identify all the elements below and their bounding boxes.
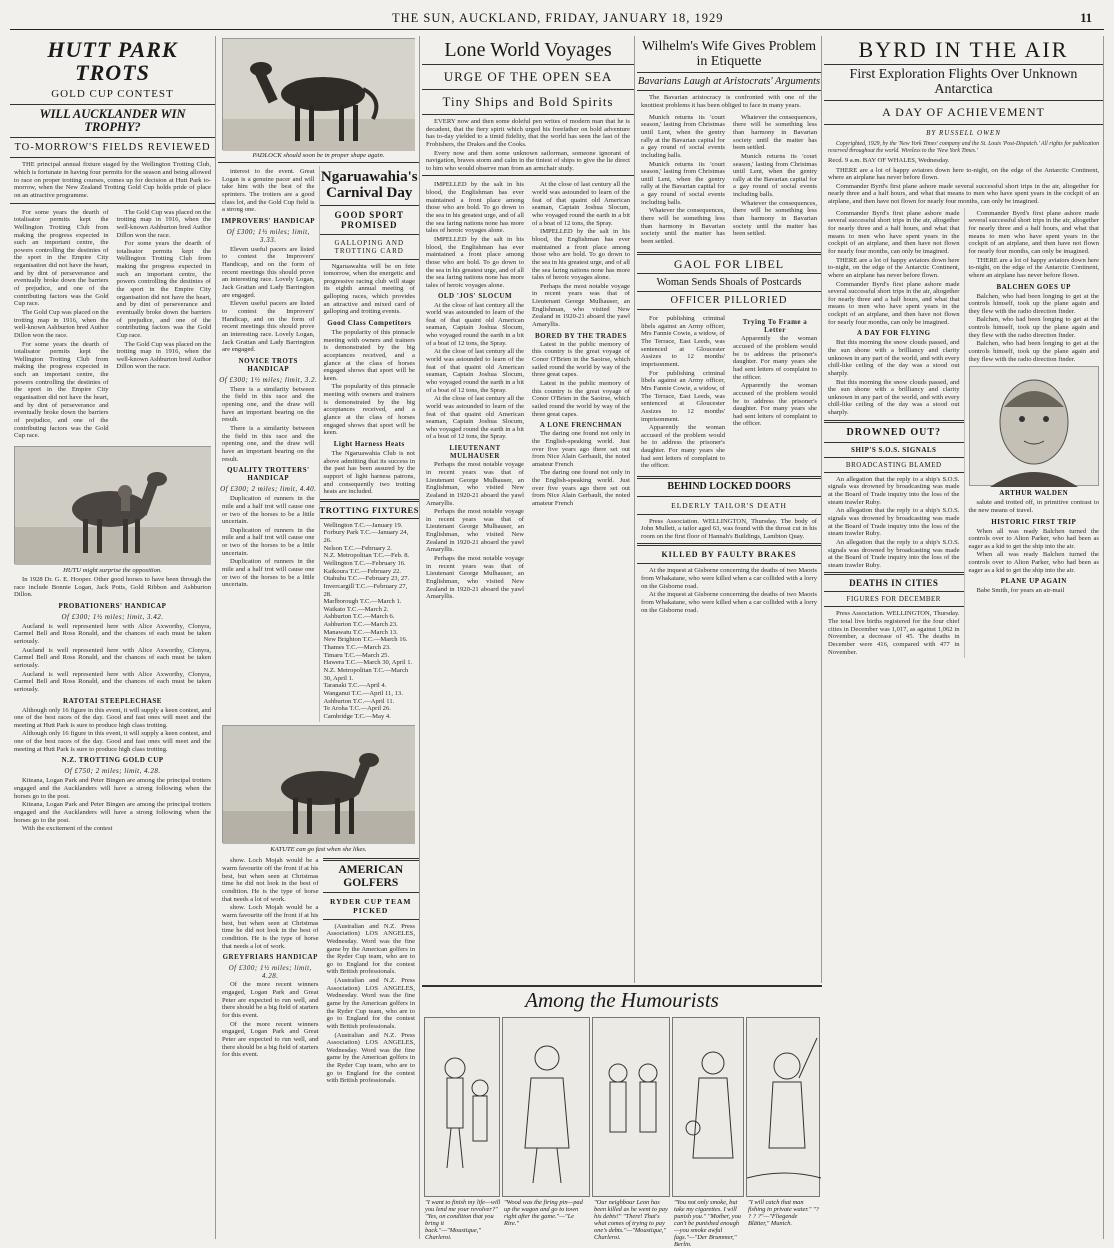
paragraph: THERE are a lot of happy aviators down here to-night, on the edge of the Antarctic Continent, where an airplane has never before flown. xyxy=(828,256,960,279)
portrait-arthur-walden xyxy=(969,366,1100,486)
paragraph: show. Loch Mojah would be a warm favourite off the front if at his best, but when seen at Christmas time he did not look in the best of condition. He is the type of horse that needs a lot of work. xyxy=(222,904,319,950)
deck-fields-reviewed: TO-MORROW'S FIELDS REVIEWED xyxy=(14,142,211,154)
deck-tailor: ELDERLY TAILOR'S DEATH xyxy=(671,500,787,510)
fixture-item: Wellington T.C.—January 19. xyxy=(323,521,403,529)
subheading: A LONE FRENCHMAN xyxy=(539,421,623,430)
deck-achievement: A DAY OF ACHIEVEMENT xyxy=(882,105,1045,120)
paragraph: Perhaps the most notable voyage in recent years was that of Lieutenant George Mulhauser, an Englishman, who visited New Zealand in 1920-21 aboard the yawl Amaryllis. xyxy=(426,508,524,554)
photo-caption: HUTU might surprise the opposition. xyxy=(63,566,162,574)
article-body xyxy=(969,499,1100,514)
article-body xyxy=(969,587,1100,595)
paragraph: At the close of last century all the world was astounded to learn of the feat of that quaint old American seaman, Captain Joshua Slocum, who voyaged round the earth in a bit of a boat of 12 tons, the Spray. xyxy=(426,301,524,347)
article-body xyxy=(641,315,725,471)
photo-horse-katute xyxy=(222,725,415,843)
article-body xyxy=(828,610,960,656)
box-deck: SHIP'S S.O.S. SIGNALS xyxy=(851,445,937,454)
article-body xyxy=(641,518,817,541)
subheading: Trying To Frame a Letter xyxy=(742,318,808,335)
fixture-item: Invercargill T.C.—February 27, 28. xyxy=(323,582,408,598)
paragraph: The popularity of this pinnacle meeting with owners and trainers is demonstrated by the big acceptances received, and a glance at the class of horses engaged shows that sport will be keen. xyxy=(323,383,415,437)
portrait-caption: ARTHUR WALDEN xyxy=(999,489,1069,498)
headline-hutt-park: HUTT PARK TROTS xyxy=(47,37,178,86)
subheading: HISTORIC FIRST TRIP xyxy=(991,517,1077,526)
fixture-item: N.Z. Metropolitan T.C.—Feb. 8. xyxy=(323,552,410,560)
fixture-item: Ashburton T.C.—March 6. xyxy=(323,613,395,621)
paragraph: Duplication of runners in the mile and a half trot will cause one or two of the horses to be a little uncertain. xyxy=(222,558,315,589)
cartoon-caption: "Wood was the firing pin—pad up the wagon and go to town right after the game."—"Le Rire." xyxy=(504,1199,583,1228)
cartoon-caption: "I will catch that man fishing in private water." "? ? ? ?"—"Fliegende Blätter," Munich. xyxy=(748,1199,819,1228)
fixture-item: Taranaki T.C.—April 4. xyxy=(323,682,387,690)
paragraph: salute and trotted off, in primitive contrast to the new means of travel. xyxy=(968,499,1099,514)
handicap-subtitle: Of £300; 1½ miles; limit, 4.28. xyxy=(228,964,312,981)
paragraph: EVERY now and then some doleful pen writes of modern man that he is decadent, that the fiery spirit which urged his forefather on bold adventure has to-day yielded to a timid fidelity, that the world has seen the last of the Frobishers, the Drakes and the Cooks. xyxy=(426,118,630,148)
headline-american-golfers: AMERICAN GOLFERS xyxy=(338,864,404,889)
paragraph: But this morning the snow clouds passed, and the sun shone with a brilliancy and clarity unknown in any part of the world, and with every chill-like ceiling of the day was a stood out sharply. xyxy=(828,339,960,377)
photo-horse-padlock xyxy=(222,38,415,150)
cartoon-firing-pin xyxy=(502,1017,590,1197)
article-body xyxy=(222,857,319,1085)
paragraph: An allegation that the reply to a ship's S.O.S. signals was drowned by broadcasting was made at the Board of Trade inquiry into the loss of the steam trawler Ruby. xyxy=(828,538,960,569)
fixture-item: Ashburton T.C.—March 23. xyxy=(323,621,398,629)
column-hutt-park-cont xyxy=(218,36,420,1239)
paragraph: Munich returns its 'court season,' lasting from Christmas until Lent, when the gentry rally at the Bavarian capital for a gay round of social events including balls. xyxy=(641,160,725,206)
cartoon-caption: "I want to finish my life—will you lend me your revolver?" "Yes, on condition that you bring it back."—"Moustique," Charleroi. xyxy=(425,1199,501,1242)
handicap-subtitle: Of £300; 1½ miles; limit, 3.33. xyxy=(226,227,310,244)
paragraph: Apparently the woman accused of the problem would be to address the prisoner's daughter. For many years she had sent letters of complaint to the officer. xyxy=(641,424,725,470)
deck-auckland-trophy: WILL AUCKLANDER WIN TROPHY? xyxy=(39,107,186,135)
handicap-subtitle: Of £300; 1½ miles; limit, 3.2. xyxy=(219,375,318,384)
headline-gaol-libel: GAOL FOR LIBEL xyxy=(673,256,785,271)
article-body xyxy=(222,246,315,354)
article-body xyxy=(324,329,416,437)
article-body xyxy=(641,567,817,614)
paragraph: THERE are a lot of happy aviators down here to-night, on the edge of the Antarctic Continent, where an airplane has never before flown. xyxy=(828,166,1099,182)
handicap-title: NOVICE TROTS HANDICAP xyxy=(238,356,298,373)
paragraph: An allegation that the reply to a ship's S.O.S. signals was drowned by broadcasting was made at the Board of Trade inquiry into the loss of the steam trawler Ruby. xyxy=(828,507,960,538)
article-body xyxy=(733,315,817,471)
handicap-title: QUALITY TROTTERS' HANDICAP xyxy=(226,466,310,483)
article-body xyxy=(828,167,1099,206)
subheading: Good Class Competitors xyxy=(327,318,412,327)
deck-good-sport: GOOD SPORT PROMISED xyxy=(334,209,404,230)
paragraph: Of the more recent winners engaged, Logan Park and Great Peter are expected to run well, and there should be a big field of starters for this event. xyxy=(222,1020,319,1059)
fixtures-title: TROTTING FIXTURES xyxy=(319,504,419,515)
paragraph: For publishing criminal libels against an Army officer, Mrs Fannie Cowie, a widow, of The Terrace, East Leeds, was sentenced at Gloucester Assizes to 12 months' imprisonment. xyxy=(641,369,725,423)
fixture-item: Otahuhu T.C.—February 23, 27. xyxy=(323,575,410,583)
deck-open-sea: URGE OF THE OPEN SEA xyxy=(443,69,613,84)
paragraph: The Gold Cup was placed on the trotting map in 1916, when the well-known Ashburton bred Author Dillon won the race. xyxy=(14,308,109,339)
subheading: LIEUTENANT MULHAUSER xyxy=(449,444,501,461)
article-body xyxy=(117,209,212,441)
paragraph: Munich returns its 'court season,' lasting from Christmas until Lent, when the gentry rally at the Bavarian capital for a gay round of social events including balls. xyxy=(641,113,725,159)
handicap-subtitle: Of £750; 2 miles; limit, 4.28. xyxy=(64,767,161,776)
deck-card: GALLOPING AND TROTTING CARD xyxy=(334,238,405,255)
paragraph: (Australian and N.Z. Press Association) LOS ANGELES, Wednesday. Word was the fine game by the American golfers in the Ryder Cup team, who are to go to England for the contest with British professionals. xyxy=(326,977,415,1030)
article-body xyxy=(14,209,109,441)
article-body xyxy=(733,114,817,247)
paragraph: interest to the event. Great Logan is a genuine pacer and will take him with the best of the sprinters. The trotters are a good class lot, and the Gold Cup field is a strong one. xyxy=(222,168,315,214)
fixture-item: Ashburton T.C.—April 11. xyxy=(323,697,395,705)
column-lone-voyages xyxy=(422,36,635,983)
fixture-item: Te Aroha T.C.—April 26. xyxy=(323,705,391,713)
paragraph: Aucland is well represented here with Alice Axworthy, Clonyra, Carmel Bell and Ross Ronald, and the chances of each must be taken seriously. xyxy=(14,670,211,693)
article-body xyxy=(14,707,211,754)
copyright-note xyxy=(828,141,1099,154)
fixture-item: Marlborough T.C.—March 1. xyxy=(323,598,402,606)
article-body xyxy=(222,386,315,463)
fixtures-list xyxy=(324,522,416,721)
handicap-subtitle: Of £300; 2 miles; limit, 4.40. xyxy=(220,485,317,494)
column-wilhelm xyxy=(637,36,822,983)
article-body xyxy=(426,181,524,601)
paragraph: THE principal annual fixture staged by the Wellington Trotting Club, which is fortunate in having four permits for the season and being allowed to race on proper trotting courses, comes up for decision at Hutt Park to-morrow, when the New Zealand Trotting Gold Cup holds pride of place on an attractive programme. xyxy=(14,161,211,199)
paragraph: When all was ready Balchen turned the controls over to Alton Parker, who had been as eager as a kid to get the ship into the air. xyxy=(968,527,1099,550)
headline-faulty-brakes: KILLED BY FAULTY BRAKES xyxy=(661,550,797,560)
photo-horse-hutu xyxy=(14,446,211,564)
cartoon-caption: "You not only smoke, but take my cigarettes. I will punish you." "Mother, you can't be punished enough—you smoke awful fags."—"Der Brummer," Berlin. xyxy=(674,1199,741,1248)
fixture-item: Cambridge T.C.—May 4. xyxy=(323,712,391,720)
deck-exploration: First Exploration Flights Over Unknown Antarctica xyxy=(849,67,1078,97)
fixture-item: Waikato T.C.—March 2. xyxy=(323,605,389,613)
fixture-item: Hawera T.C.—March 30, April 1. xyxy=(323,659,413,667)
deck-tiny-ships: Tiny Ships and Bold Spirits xyxy=(442,94,614,109)
subheading: OLD 'JOS' SLOCUM xyxy=(437,292,513,301)
paragraph: Latest in the public memory of this country is the great voyage of Conor O'Brien in the Saoirse, which sailed round the world by way of the three great capes. xyxy=(532,379,630,418)
paragraph: Aucland is well represented here with Alice Axworthy, Clonyra, Carmel Bell and Ross Ronald, and the chances of each must be taken seriously. xyxy=(14,646,211,669)
paragraph: For some years the dearth of totalisator permits kept the Wellington Trotting Club from making the progress expected in such an important centre, the powers controlling the destinies of the sport in the Empire City organisation did not have the heart, and by dint of perseverance and eventually broke down the barriers of prejudice, and one of the contributing factors was the Gold Cup race. xyxy=(14,208,109,308)
deck-gold-cup: GOLD CUP CONTEST xyxy=(51,88,174,101)
paragraph: Whatever the consequences, there will be something less than harmony in Bavarian society until the matter has been settled. xyxy=(641,207,725,245)
deck-postcards: Woman Sends Shoals of Postcards xyxy=(656,277,802,289)
handicap-title: PROBATIONERS' HANDICAP xyxy=(58,601,167,610)
paragraph: Apparently the woman accused of the problem would be to address the prisoner's daughter. For many years she had sent letters of complaint to the officer. xyxy=(733,382,817,428)
humourists-title: Among the Humourists xyxy=(525,988,719,1012)
paragraph: Duplication of runners in the mile and a half trot will cause one or two of the horses to be a little uncertain. xyxy=(222,526,315,557)
paragraph: Perhaps the most notable voyage in recent years was that of Lieutenant George Mulhauser, an Englishman, who visited New Zealand in 1920-21 aboard the yawl Amaryllis. xyxy=(532,282,630,329)
subheading: BORED BY THE TRADES xyxy=(534,331,628,340)
column-hutt-park xyxy=(10,36,216,1239)
paragraph: Eleven useful pacers are listed to contest the Improvers' Handicap, and on the form of recent meetings this should prove an interesting race. Lovely Logan, Jack Grattan and Lady Barrington are engaged. xyxy=(222,245,315,299)
paragraph: In 1928 Dr. G. E. Hooper. Other good horses to have been through the race include Bonnie Logan, Jack Potts, Gold Ribbon and Ashburton Dillon. xyxy=(14,575,211,599)
paragraph: Copyrighted, 1929, by the 'New York Times' company and the St. Louis 'Post-Dispatch.' All rights for publication reserved throughout the world. Wireless to the 'New York Times.' xyxy=(828,141,1099,155)
handicap-title: IMPROVERS' HANDICAP xyxy=(221,216,316,225)
paragraph: Balchen, who had been longing to get at the controls himself, took up the plane again and they flew with the radio direction finder. xyxy=(968,292,1099,315)
paragraph: The Bavarian aristocracy is confronted with one of the knottiest problems it has been obliged to face in many years. xyxy=(641,94,817,110)
fixture-item: N.Z. Metropolitan T.C.—March 30, April 1. xyxy=(323,666,409,682)
paragraph: Whatever the consequences, there will be something less than harmony in Bavarian society until the matter has been settled. xyxy=(733,113,817,152)
cartoon-caption: "Our neighbour Leon has been killed as he went to pay his debts!" "There! That's what comes of trying to pay one's debts."—"Moustique," Charleroi. xyxy=(594,1199,668,1242)
paragraph: At the inquest at Gisborne concerning the deaths of two Maoris from Whakatane, who were killed when a car collided with a lorry on the Gisborne road. xyxy=(641,591,817,614)
fixture-item: Wanganui T.C.—April 11, 13. xyxy=(323,689,403,697)
paragraph: The daring one found not only in the English-speaking world. Just over five years ago there set out from Nice Alain Gerbault, the noted amateur French xyxy=(532,430,630,468)
article-body xyxy=(222,168,315,214)
paragraph: For publishing criminal libels against an Army officer, Mrs Fannie Cowie, a widow, of The Terrace, East Leeds, was sentenced at Gloucester Assizes to 12 months' imprisonment. xyxy=(641,315,725,369)
article-body xyxy=(324,450,416,496)
article-body xyxy=(969,528,1100,575)
paragraph: Duplication of runners in the mile and a half trot will cause one or two of the horses to be a little uncertain. xyxy=(222,495,315,526)
paragraph: The popularity of this pinnacle meeting with owners and trainers is demonstrated by the big acceptances received, and a glance at the class of horses engaged shows that sport will be keen. xyxy=(323,328,415,382)
paragraph: Balchen, who had been longing to get at the controls himself, took up the plane again and they flew with the radio direction finder. xyxy=(968,340,1099,363)
paragraph: THERE are a lot of happy aviators down here to-night, on the edge of the Antarctic Continent, where an airplane has never before flown. xyxy=(968,256,1099,279)
paragraph: Although only 16 figure in this event, it will supply a keen contest, and one of the best races of the day. Good and fast ones will meet and the meeting at Hutt Park is sure to produce high class trotting. xyxy=(14,730,211,753)
handicap-title: RATOTAI STEEPLECHASE xyxy=(63,696,162,705)
handicap-subtitle: Of £300; 1½ miles; limit, 3.42. xyxy=(61,612,164,621)
paragraph: Aucland is well represented here with Alice Axworthy, Clonyra, Carmel Bell and Ross Ronald, and the chances of each must be taken seriously. xyxy=(14,622,211,646)
paragraph: At the close of last century all the world was astounded to learn of the feat of that quaint old American seaman, Captain Joshua Slocum, who voyaged round the earth in a bit of a boat of 12 tons, the Spray. xyxy=(426,395,524,441)
paragraph: Whatever the consequences, there will be something less than harmony in Bavarian society until the matter has been settled. xyxy=(733,199,817,238)
cartoon-revolver xyxy=(424,1017,500,1197)
article-body xyxy=(969,293,1100,364)
photo-caption: KATUTE can go fast when she likes. xyxy=(270,846,367,854)
dateline: Recd. 9 a.m. BAY OF WHALES, Wednesday. xyxy=(828,156,950,164)
subheading: BALCHEN GOES UP xyxy=(996,282,1071,291)
article-body xyxy=(222,495,315,589)
paragraph: When all was ready Balchen turned the controls over to Alton Parker, who had been as eager as a kid to get the ship into the air. xyxy=(968,551,1099,574)
paragraph: The Gold Cup was placed on the trotting map in 1916, when the well-known Ashburton bred Author Dillon won the race. xyxy=(116,340,211,371)
cartoon-fishing xyxy=(746,1017,820,1197)
paragraph: Commander Byrd's first plane ashore made several successful short trips in the air, altogether for nearly three and a half hours, and what that means to men who have spent years in the cockpit of an airplane, and then have not flown for nearly four months, can only be imagined. xyxy=(828,209,960,255)
fixture-item: Nelson T.C.—February 2. xyxy=(323,544,392,552)
cartoon-cigarettes xyxy=(672,1017,744,1197)
headline-byrd: BYRD IN THE AIR xyxy=(858,37,1069,62)
paragraph: There is a similarity between the field in this race and the opening one, and the draw will have an important bearing on the result. xyxy=(222,385,315,424)
paragraph: Commander Byrd's first plane ashore made several successful short trips in the air, altogether for nearly three and a half hours, and what that means to men who have spent years in the cockpit of an airplane, and then have not flown for nearly four months, can only be imagined. xyxy=(968,209,1099,255)
paragraph: Although only 16 figure in this event, it will supply a keen contest, and one of the best races of the day. Good and fast ones will meet and the meeting at Hutt Park is sure to produce high class trotting. xyxy=(14,706,211,729)
paragraph: IMPELLED by the salt in his blood, the Englishman has ever maintained a front place among those who are bold. To go down to the sea in his greatest urge, and of all the sea faring nations none has more tales of heroic voyages alone. xyxy=(426,235,524,289)
article-body xyxy=(426,118,630,172)
paragraph: (Australian and N.Z. Press Association) LOS ANGELES, Wednesday. Word was the fine game by the American golfers in the Ryder Cup team, who are to go to England for the contest with British professionals. xyxy=(326,1031,415,1085)
paragraph: With the excitement of the contest xyxy=(22,825,113,833)
paragraph: IMPELLED by the salt in his blood, the Englishman has ever maintained a front place among those who are bold. To go down to the sea in his greatest urge, and of all the sea faring nations none has more tales of heroic voyages alone. xyxy=(426,181,524,235)
subheading: PLANE UP AGAIN xyxy=(1000,577,1067,586)
paragraph: Press Association. WELLINGTON, Thursday. The total live births registered for the four chief cities in December was 1,017, as against 1,062 in November, a decrease of 45. The deaths in December were 416, compared with 477 in November. xyxy=(828,610,960,656)
paragraph: The Gold Cup was placed on the trotting map in 1916, when the well-known Ashburton bred Author Dillon won the race. xyxy=(116,208,211,239)
byline: BY RUSSELL OWEN xyxy=(926,129,1001,138)
fixture-item: Timaru T.C.—March 25. xyxy=(323,651,390,659)
paragraph: Munich returns its 'court season,' lasting from Christmas until Lent, when the gentry rally at the Bavarian capital for a gay round of social events including balls. xyxy=(733,152,817,199)
article-body xyxy=(14,576,211,599)
paragraph: There is a similarity between the field in this race and the opening one, and the draw will have an important bearing on the result. xyxy=(222,425,315,463)
paragraph: Kiteana, Logan Park and Peter Bingen are among the principal trotters engaged and the Aucklanders will have a strong following when the horses go to the post. xyxy=(14,777,211,800)
paragraph: An allegation that the reply to a ship's S.O.S. signals was drowned by broadcasting was made at the Board of Trade inquiry into the loss of the steam trawler Ruby. xyxy=(828,475,960,506)
masthead xyxy=(10,8,1104,30)
paragraph: Eleven useful pacers are listed to contest the Improvers' Handicap, and on the form of recent meetings this should prove an interesting race. Lovely Logan, Jack Grattan and Lady Barrington are engaged. xyxy=(222,300,315,354)
headline-locked-doors: BEHIND LOCKED DOORS xyxy=(667,481,791,492)
article-body xyxy=(14,161,211,199)
deaths-deck: FIGURES FOR DECEMBER xyxy=(846,595,941,604)
paragraph: Babe Smith, for years an air-mail xyxy=(976,587,1065,595)
headline-ngaruawahia: Ngaruawahia's Carnival Day xyxy=(320,169,418,201)
article-body xyxy=(324,263,416,316)
paragraph: Balchen, who had been longing to get at the controls himself, took up the plane again and they flew with the radio direction finder. xyxy=(968,316,1099,339)
box-deck: BROADCASTING BLAMED xyxy=(845,460,942,469)
deck-officer: OFFICER PILLORIED xyxy=(670,295,788,307)
fixture-item: Manawatu T.C.—March 13. xyxy=(323,628,398,636)
paragraph: The Ngaruawahia Club is not above admitting that its success in the past has been assured by the support of light harness patrons, and consequently two trotting heats are included. xyxy=(323,449,415,496)
paragraph: Kiteana, Logan Park and Peter Bingen are among the principal trotters engaged and the Aucklanders will have a strong following when the horses go to the post. xyxy=(14,801,211,824)
deaths-title: DEATHS IN CITIES xyxy=(849,578,939,589)
fixture-item: Forbury Park T.C.—January 24, 26. xyxy=(323,529,409,545)
paragraph: (Australian and N.Z. Press Association) LOS ANGELES, Wednesday. Word was the fine game by the American golfers in the Ryder Cup team, who are to go to England for the contest with British professionals. xyxy=(326,922,415,976)
paragraph: Latest in the public memory of this country is the great voyage of Conor O'Brien in the Saoirse, which sailed round the world by way of the three great capes. xyxy=(532,340,630,379)
column-byrd xyxy=(824,36,1104,1239)
paragraph: At the close of last century all the world was astounded to learn of the feat of that quaint old American seaman, Captain Joshua Slocum, who voyaged round the earth in a bit of a boat of 12 tons, the Spray. xyxy=(532,181,630,227)
paragraph: Commander Byrd's first plane ashore made several successful short trips in the air, altogether for nearly three and a half hours, and what that means to men who have spent years in the cockpit of an airplane, and then have not flown for nearly four months, can only be imagined. xyxy=(828,280,960,326)
article-body xyxy=(641,114,725,247)
paragraph: Of the more recent winners engaged, Logan Park and Great Peter are expected to run well, and there should be a big field of starters for this event. xyxy=(222,981,319,1020)
paragraph: For some years the dearth of totalisator permits kept the Wellington Trotting Club from making the progress expected in such an important centre, the powers controlling the destinies of the sport in the Empire City organisation did not have the heart, and by dint of perseverance and eventually broke down the barriers of prejudice, and one of the contributing factors was the Gold Cup race. xyxy=(116,240,211,339)
paragraph: The daring one found not only in the English-speaking world. Just over five years ago there set out from Nice Alain Gerbault, the noted amateur French xyxy=(532,469,630,508)
page-number: 11 xyxy=(1080,11,1092,25)
headline-wilhelm: Wilhelm's Wife Gives Problem in Etiquette xyxy=(641,39,817,69)
article-body xyxy=(532,181,630,601)
article-body xyxy=(969,210,1100,280)
paragraph: Press Association. WELLINGTON, Thursday. The body of John Mullett, a tailor aged 63, was found with the throat cut in his room on the first floor of Hannah's Buildings, Lambton Quay. xyxy=(641,517,817,540)
paragraph: But this morning the snow clouds passed, and the sun shone with a brilliancy and clarity unknown in any part of the world, and with every chill-like ceiling of the day was a stood out sharply. xyxy=(828,378,960,417)
fixture-item: New Brighton T.C.—March 16. xyxy=(323,636,408,644)
paragraph: Perhaps the most notable voyage in recent years was that of Lieutenant George Mulhauser, an Englishman, who visited New Zealand in 1920-21 aboard the yawl Amaryllis. xyxy=(426,461,524,507)
paragraph: IMPELLED by the salt in his blood, the Englishman has ever maintained a front place among those who are bold. To go down to the sea in his greatest urge, and of all the sea faring nations none has more tales of heroic voyages alone. xyxy=(532,228,630,282)
paragraph: At the inquest at Gisborne concerning the deaths of two Maoris from Whakatane, who were killed when a car collided with a lorry on the Gisborne road. xyxy=(641,567,817,590)
box-title: DROWNED OUT? xyxy=(846,426,941,438)
headline-lone-voyages: Lone World Voyages xyxy=(444,39,612,61)
cartoon-debts xyxy=(592,1017,670,1197)
paragraph: show. Loch Mojah would be a warm favourite off the front if at his best, but when seen at Christmas time he did not look in the best of condition. He is the type of horse that needs a lot of work. xyxy=(222,857,319,903)
fixture-item: Thames T.C.—March 23. xyxy=(323,644,391,652)
fixture-item: Wellington T.C.—February 16. xyxy=(323,560,406,567)
deck-bavarians: Bavarians Laugh at Aristocrats' Arguments xyxy=(637,76,821,88)
paragraph: Commander Byrd's first plane ashore made several successful short trips in the air, altogether for nearly three and a half hours, and what that means to men who have spent years in the cockpit of an airplane, and then have not flown for nearly four months, can only be imagined. xyxy=(828,182,1099,206)
paragraph: Perhaps the most notable voyage in recent years was that of Lieutenant George Mulhauser, an Englishman, who visited New Zealand in 1920-21 aboard the yawl Amaryllis. xyxy=(426,555,524,601)
article-body xyxy=(828,339,960,416)
photo-caption: PADLOCK should soon be in proper shape again. xyxy=(252,152,385,159)
paragraph: At the close of last century all the world was astounded to learn of the feat of that quaint old American seaman, Captain Joshua Slocum, who voyaged round the earth in a bit of a boat of 12 tons, the Spray. xyxy=(426,348,524,394)
article-body xyxy=(14,777,211,832)
handicap-title: GREYFRIARS HANDICAP xyxy=(222,953,318,962)
subheading: A DAY FOR FLYING xyxy=(856,329,931,338)
article-body xyxy=(641,94,817,109)
masthead-title: THE SUN, AUCKLAND, FRIDAY, JANUARY 18, 1929 xyxy=(392,11,724,25)
handicap-title: N.Z. TROTTING GOLD CUP xyxy=(61,756,164,765)
article-body xyxy=(828,476,960,570)
deck-ryder-cup: RYDER CUP TEAM PICKED xyxy=(329,896,412,915)
article-body xyxy=(828,210,960,327)
article-body xyxy=(14,623,211,694)
paragraph: Every now and then some unknown sailorman, someone ignorant of navigation, braves storm and calm in the tiniest of ships to give the lie direct to him who would observe man from an armchair study. xyxy=(426,149,630,172)
humourists-section xyxy=(422,985,822,1248)
paragraph: For some years the dearth of totalisator permits kept the Wellington Trotting Club from making the progress expected in such an important centre, the powers controlling the destinies of the sport in the Empire City organisation did not have the heart, and by dint of perseverance and eventually broke down the barriers of prejudice, and one of the contributing factors was the Gold Cup race. xyxy=(14,340,109,440)
fixture-item: Kaikoura T.C.—February 22. xyxy=(323,567,402,575)
article-body xyxy=(327,923,416,1085)
paragraph: Ngaruawahia will be en fete tomorrow, when the energetic and progressive racing club will stage its eighth annual meeting of galloping races, which provides an attractive and mixed card of galloping and trotting events. xyxy=(323,262,415,316)
paragraph: Apparently the woman accused of the problem would be to address the prisoner's daughter. For many years she had sent letters of complaint to the officer. xyxy=(733,335,817,381)
subheading: Light Harness Heats xyxy=(333,439,405,448)
